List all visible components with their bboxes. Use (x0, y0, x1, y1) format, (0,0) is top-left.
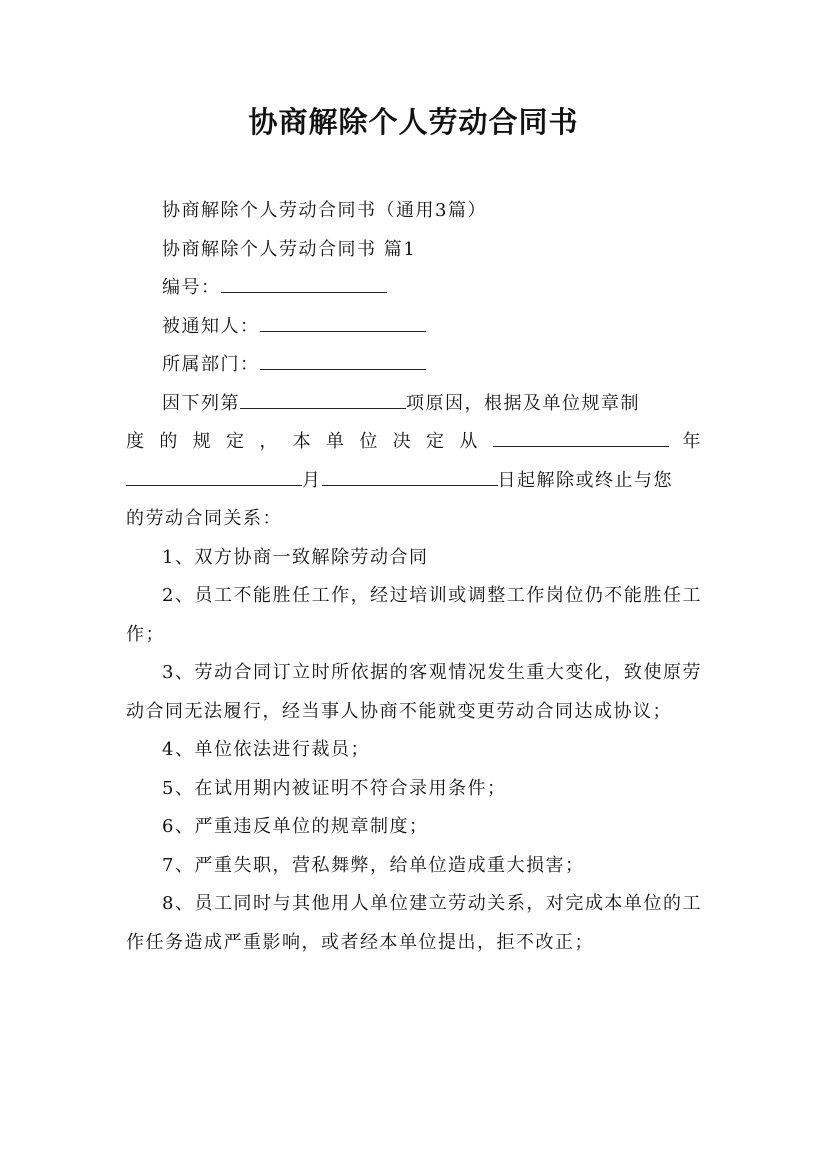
reason-line-2 (126, 423, 702, 462)
list-item: 1、双方协商一致解除劳动合同 (162, 546, 429, 568)
month-blank[interactable] (126, 466, 302, 486)
reason-part1: 因下列第 (162, 392, 240, 414)
list-item: 7、严重失职，营私舞弊，给单位造成重大损害； (162, 854, 585, 876)
reason-line-3 (126, 462, 702, 501)
number-blank[interactable] (221, 273, 387, 293)
reason-line-4: 的劳动合同关系： (126, 508, 282, 529)
article-heading: 协商解除个人劳动合同书 篇1 (162, 238, 417, 260)
department-label: 所属部门： (162, 354, 260, 375)
list-item: 5、在试用期内被证明不符合录用条件； (162, 777, 507, 799)
department-field (126, 346, 702, 385)
reason-line2-left: 度的规定，本单位决定从 (126, 431, 493, 452)
number-field (126, 269, 702, 308)
notified-label: 被通知人： (162, 315, 260, 337)
document-title: 协商解除个人劳动合同书 (248, 105, 579, 139)
reason-month: 月 (302, 469, 322, 491)
list-item: 2、员工不能胜任工作，经过培训或调整工作岗位仍不能胜任工作； (126, 585, 702, 645)
reason-item-blank[interactable] (240, 389, 406, 409)
reason-line-1 (126, 385, 702, 424)
list-item: 3、劳动合同订立时所依据的客观情况发生重大变化，致使原劳动合同无法履行，经当事人协商不能就变更劳动合同达成协议； (126, 662, 702, 722)
notified-field (126, 308, 702, 347)
notified-blank[interactable] (260, 312, 426, 332)
year-blank[interactable] (493, 427, 669, 447)
document-body (126, 192, 702, 962)
department-blank[interactable] (260, 350, 426, 370)
list-item: 6、严重违反单位的规章制度； (162, 816, 429, 837)
reason-line2-right: 年 (668, 431, 703, 452)
number-label: 编号： (162, 277, 221, 298)
list-item: 4、单位依法进行裁员； (162, 739, 370, 760)
reason-day: 日起解除或终止与您 (497, 469, 673, 491)
reason-part2: 项原因，根据及单位规章制 (406, 392, 640, 414)
list-item: 8、员工同时与其他用人单位建立劳动关系，对完成本单位的工作任务造成严重影响，或者经本单位提出，拒不改正； (126, 893, 702, 953)
subtitle: 协商解除个人劳动合同书（通用3篇） (162, 200, 487, 221)
day-blank[interactable] (322, 466, 498, 486)
